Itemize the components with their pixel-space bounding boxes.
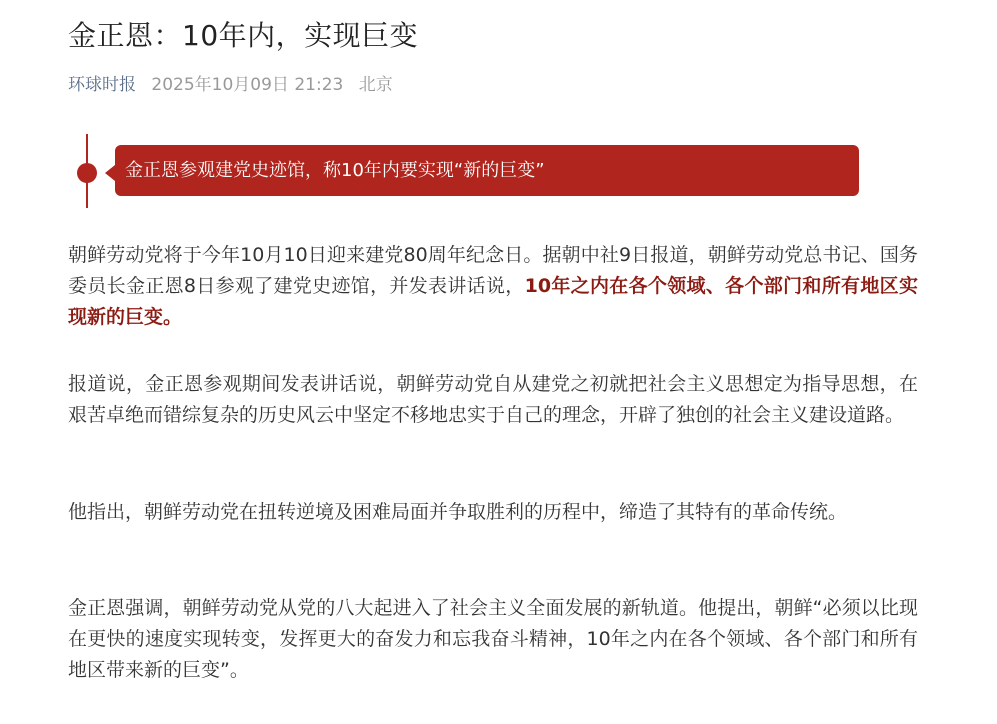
- paragraph-2: [68, 369, 918, 431]
- paragraph-1-highlight: 10年之内在各个领域、各个部门和所有地区实现新的巨变。: [68, 275, 918, 328]
- source-link[interactable]: 环球时报: [68, 75, 136, 95]
- banner-text: 金正恩参观建党史迹馆，称10年内要实现“新的巨变”: [115, 145, 859, 196]
- paragraph-1-text: 朝鲜劳动党将于今年10月10日迎来建党80周年纪念日。据朝中社9日报道，朝鲜劳动党总书记、国务委员长金正恩8日参观了建党史迹馆，并发表讲话说，: [68, 244, 918, 297]
- paragraph-1: [68, 240, 918, 333]
- paragraph-3: [68, 497, 918, 528]
- publish-datetime: 2025年10月09日 21:23: [151, 75, 344, 95]
- paragraph-3-text: 他指出，朝鲜劳动党在扭转逆境及困难局面并争取胜利的历程中，缔造了其特有的革命传统。: [68, 501, 848, 523]
- publish-location: 北京: [358, 75, 393, 95]
- paragraph-4-text: 金正恩强调，朝鲜劳动党从党的八大起进入了社会主义全面发展的新轨道。他提出，朝鲜“必须以比现在更快的速度实现转变，发挥更大的奋发力和忘我奋斗精神，10年之内在各个领域、各个部门和所有地区带来新的巨变”。: [68, 597, 918, 681]
- banner-pointer-icon: [105, 165, 115, 181]
- article-title: 金正恩：10年内，实现巨变: [68, 19, 419, 52]
- paragraph-2-text: 报道说，金正恩参观期间发表讲话说，朝鲜劳动党自从建党之初就把社会主义思想定为指导思想，在艰苦卓绝而错综复杂的历史风云中坚定不移地忠实于自己的理念，开辟了独创的社会主义建设道路。: [68, 373, 918, 426]
- article-meta: [68, 70, 393, 95]
- timeline-dot-icon: [77, 163, 97, 183]
- paragraph-4: [68, 593, 918, 686]
- headline-banner: [68, 134, 918, 208]
